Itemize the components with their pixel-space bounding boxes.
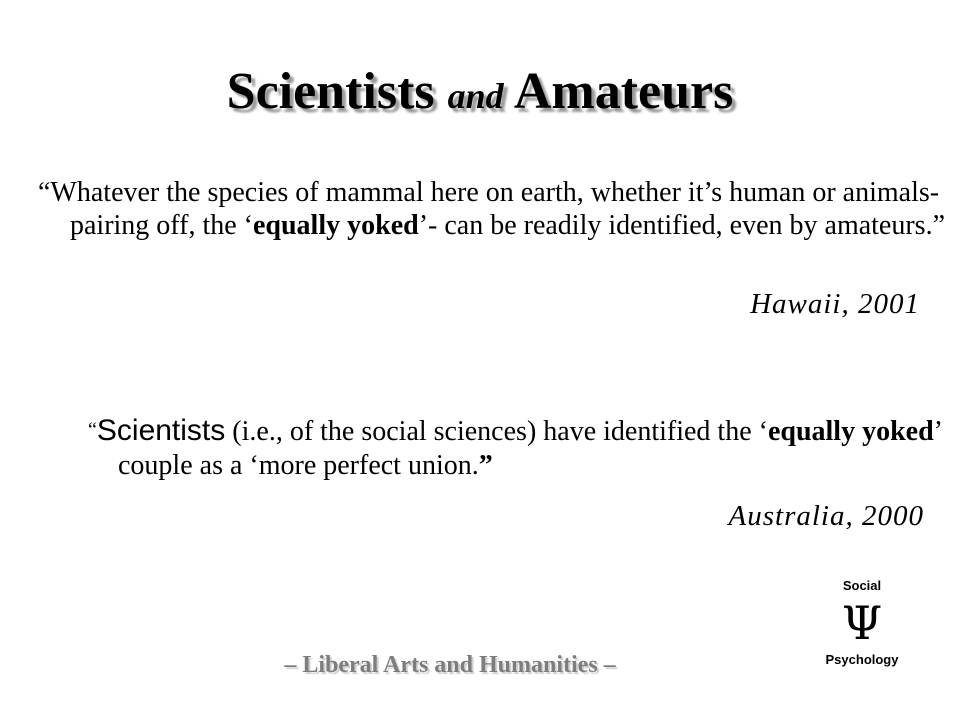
footer-text: – Liberal Arts and Humanities – xyxy=(284,652,616,678)
quote2-text-after: ’ couple as a ‘more perfect union. xyxy=(118,416,941,481)
title-scientists: Scientists xyxy=(226,63,435,120)
quote2-close-mark: ” xyxy=(478,450,493,481)
title-and: and xyxy=(447,76,504,116)
logo-bottom-text: Psychology xyxy=(825,652,899,667)
social-psychology-logo xyxy=(810,578,914,668)
quote2-text-middle: (i.e., of the social sciences) have identified the ‘ xyxy=(225,416,768,447)
quote-australia xyxy=(88,413,954,483)
quote2-source: Australia, 2000 xyxy=(728,500,924,532)
quote2-emphasis: equally yoked xyxy=(767,416,934,447)
quote-hawaii xyxy=(38,176,950,242)
quote1-text-start: “Whatever the species of mammal here on earth, whether it’s human or animals-pairing off, the ‘ xyxy=(38,177,940,241)
quote2-lead-word: Scientists xyxy=(96,414,226,447)
quote1-emphasis: equally yoked xyxy=(252,210,419,241)
quote1-text-end: ’- can be readily identified, even by amateurs.” xyxy=(418,210,945,241)
quote2-open-mark: “ xyxy=(88,419,97,441)
quote1-source: Hawaii, 2001 xyxy=(750,288,920,320)
slide-title xyxy=(0,62,960,126)
logo-top-text: Social xyxy=(842,578,882,593)
psi-icon: Ψ xyxy=(841,596,883,650)
title-amateurs: Amateurs xyxy=(513,63,734,120)
